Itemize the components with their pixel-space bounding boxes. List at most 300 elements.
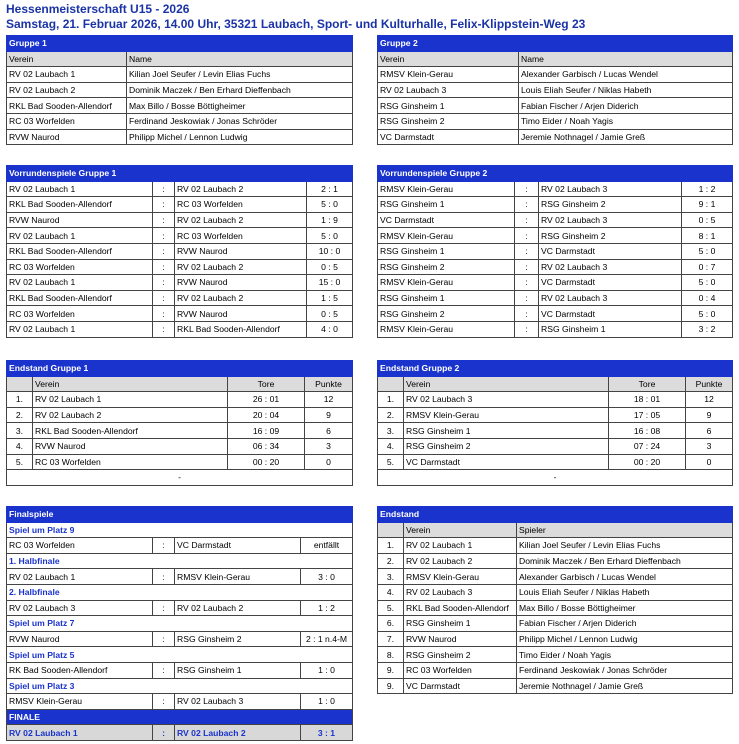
table-cell: RSG Ginsheim 1 — [378, 243, 515, 259]
table-cell: RV 02 Laubach 1 — [7, 275, 153, 291]
table-row — [7, 212, 353, 228]
table-cell: 0 : 5 — [307, 259, 353, 275]
table-cell: RV 02 Laubach 3 — [539, 212, 682, 228]
final-block-label — [7, 584, 353, 600]
page-subtitle: Samstag, 21. Februar 2026, 14.00 Uhr, 35321 Laubach, Sport- und Kulturhalle, Felix-Klippstein-Weg 23 — [6, 17, 586, 31]
table-row — [378, 181, 733, 197]
col-name: Name — [519, 51, 733, 67]
table-cell: RKL Bad Sooden-Allendorf — [33, 423, 228, 439]
table-cell: Timo Eider / Noah Yagis — [517, 647, 733, 663]
table-cell: 1 : 0 — [301, 662, 353, 678]
final-block-title: Spiel um Platz 7 — [7, 616, 353, 632]
table-cell: 5. — [378, 600, 404, 616]
table-cell: Kilian Joel Seufer / Levin Elias Fuchs — [127, 67, 353, 83]
table-cell: RV 02 Laubach 2 — [33, 407, 228, 423]
table-cell: : — [515, 275, 539, 291]
table-row — [378, 82, 733, 98]
table-cell: : — [153, 306, 175, 322]
table-cell: RSG Ginsheim 1 — [539, 321, 682, 337]
table-cell: RSG Ginsheim 1 — [378, 98, 519, 114]
table-cell: 07 : 24 — [609, 438, 686, 454]
table-cell: 7. — [378, 631, 404, 647]
table-cell: 3 : 0 — [301, 569, 353, 585]
table-row — [7, 454, 353, 470]
table-cell: 9. — [378, 678, 404, 694]
table-cell: 1. — [378, 538, 404, 554]
table-cell: RMSV Klein-Gerau — [378, 67, 519, 83]
table-cell: RSG Ginsheim 2 — [378, 113, 519, 129]
table-cell: Max Billo / Bosse Böttigheimer — [127, 98, 353, 114]
table-row — [7, 662, 353, 678]
table-cell: 20 : 04 — [228, 407, 305, 423]
table-cell: VC Darmstadt — [539, 306, 682, 322]
table-cell: RKL Bad Sooden-Allendorf — [7, 290, 153, 306]
table-row — [7, 392, 353, 408]
table-cell: 12 — [686, 392, 733, 408]
table-row — [7, 694, 353, 710]
table-row — [378, 569, 733, 585]
table-cell: RV 02 Laubach 3 — [378, 82, 519, 98]
table-row — [378, 678, 733, 694]
finalspiele-table — [6, 506, 353, 741]
table-cell: RV 02 Laubach 3 — [404, 584, 517, 600]
table-cell: RV 02 Laubach 1 — [7, 228, 153, 244]
final-block-label — [7, 647, 353, 663]
table-cell: 4. — [378, 584, 404, 600]
table-cell: RMSV Klein-Gerau — [378, 228, 515, 244]
table-cell: : — [153, 569, 175, 585]
table-row — [378, 438, 733, 454]
table-row — [378, 584, 733, 600]
final-block-title: 1. Halbfinale — [7, 553, 353, 569]
table-row — [7, 98, 353, 114]
table-row — [7, 321, 353, 337]
table-cell: 1. — [7, 392, 33, 408]
finale-label: FINALE — [7, 709, 353, 725]
table-row — [7, 259, 353, 275]
table-row — [7, 290, 353, 306]
final-block-label — [7, 522, 353, 538]
table-cell: RVW Naurod — [7, 212, 153, 228]
table-cell: RKL Bad Sooden-Allendorf — [7, 98, 127, 114]
table-cell: RV 02 Laubach 1 — [7, 181, 153, 197]
table-cell: Dominik Maczek / Ben Erhard Dieffenbach — [517, 553, 733, 569]
table-cell: 3 : 1 — [301, 725, 353, 741]
table-cell: RMSV Klein-Gerau — [378, 181, 515, 197]
table-cell: 10 : 0 — [307, 243, 353, 259]
table-cell: 3 : 2 — [682, 321, 733, 337]
table-cell: 1 : 2 — [682, 181, 733, 197]
table-cell: 9 — [686, 407, 733, 423]
table-row — [378, 392, 733, 408]
table-cell: Dominik Maczek / Ben Erhard Dieffenbach — [127, 82, 353, 98]
table-cell: RV 02 Laubach 3 — [539, 259, 682, 275]
table-cell: RVW Naurod — [404, 631, 517, 647]
table-cell: 2. — [378, 553, 404, 569]
table-cell: 8. — [378, 647, 404, 663]
table-cell: 3 — [305, 438, 353, 454]
table-row — [378, 98, 733, 114]
table-cell: 8 : 1 — [682, 228, 733, 244]
table-cell: : — [153, 538, 175, 554]
table-cell: 17 : 05 — [609, 407, 686, 423]
table-row — [7, 181, 353, 197]
table-cell: : — [515, 228, 539, 244]
table-row — [378, 321, 733, 337]
table-cell: : — [153, 181, 175, 197]
endstand2-table — [377, 360, 733, 486]
table-cell: VC Darmstadt — [404, 678, 517, 694]
table-cell: Ferdinand Jeskowiak / Jonas Schröder — [127, 113, 353, 129]
table-cell: RSG Ginsheim 2 — [404, 647, 517, 663]
table-cell: 6. — [378, 616, 404, 632]
table-cell: VC Darmstadt — [175, 538, 301, 554]
table-cell: 2 : 1 — [307, 181, 353, 197]
table-cell: 26 : 01 — [228, 392, 305, 408]
table-cell: RKL Bad Sooden-Allendorf — [175, 321, 307, 337]
table-cell: 16 : 09 — [228, 423, 305, 439]
table-cell: 5 : 0 — [682, 306, 733, 322]
table-cell: 0 : 4 — [682, 290, 733, 306]
table-cell: RV 02 Laubach 1 — [404, 538, 517, 554]
table-cell: 00 : 20 — [228, 454, 305, 470]
vorrunde2-table — [377, 165, 733, 338]
table-cell: 6 — [686, 423, 733, 439]
table-cell: RC 03 Worfelden — [175, 228, 307, 244]
final-block-label — [7, 553, 353, 569]
table-cell: 4 : 0 — [307, 321, 353, 337]
table-cell: : — [153, 662, 175, 678]
table-cell: 00 : 20 — [609, 454, 686, 470]
table-row — [7, 725, 353, 741]
table-cell: : — [153, 321, 175, 337]
table-row — [7, 569, 353, 585]
table-cell: : — [153, 228, 175, 244]
gruppe1-title: Gruppe 1 — [7, 36, 353, 52]
table-cell: RV 02 Laubach 2 — [175, 181, 307, 197]
table-row — [378, 454, 733, 470]
table-cell: 2. — [7, 407, 33, 423]
col-verein: Verein — [33, 376, 228, 392]
table-cell: RC 03 Worfelden — [33, 454, 228, 470]
table-cell: RC 03 Worfelden — [7, 306, 153, 322]
table-cell: RSG Ginsheim 2 — [175, 631, 301, 647]
endstand1-footer: - — [7, 470, 353, 486]
table-cell: RC 03 Worfelden — [7, 113, 127, 129]
table-row — [7, 129, 353, 145]
table-cell: : — [515, 321, 539, 337]
table-cell: 2. — [378, 407, 404, 423]
table-row — [378, 290, 733, 306]
table-cell: RC 03 Worfelden — [7, 259, 153, 275]
table-cell: VC Darmstadt — [378, 129, 519, 145]
table-cell: : — [153, 600, 175, 616]
vorrunde1-title: Vorrundenspiele Gruppe 1 — [7, 166, 353, 182]
table-row — [7, 113, 353, 129]
table-cell: : — [515, 290, 539, 306]
table-cell: RMSV Klein-Gerau — [378, 275, 515, 291]
table-row — [7, 243, 353, 259]
table-cell: Timo Eider / Noah Yagis — [519, 113, 733, 129]
table-cell: RSG Ginsheim 1 — [378, 197, 515, 213]
table-cell: Ferdinand Jeskowiak / Jonas Schröder — [517, 662, 733, 678]
table-cell: Fabian Fischer / Arjen Diderich — [517, 616, 733, 632]
table-cell: : — [515, 197, 539, 213]
table-row — [7, 228, 353, 244]
table-cell: RV 02 Laubach 1 — [7, 569, 153, 585]
table-cell: RMSV Klein-Gerau — [378, 321, 515, 337]
table-cell: 2 : 1 n.4-M — [301, 631, 353, 647]
table-cell: RV 02 Laubach 3 — [539, 290, 682, 306]
table-cell: RVW Naurod — [175, 275, 307, 291]
table-cell: RV 02 Laubach 3 — [539, 181, 682, 197]
table-cell: : — [153, 694, 175, 710]
table-cell: RVW Naurod — [7, 129, 127, 145]
gruppe2-title: Gruppe 2 — [378, 36, 733, 52]
table-row — [378, 553, 733, 569]
table-cell: 0 : 7 — [682, 259, 733, 275]
table-cell: : — [153, 290, 175, 306]
table-cell: RSG Ginsheim 2 — [539, 197, 682, 213]
table-row — [378, 228, 733, 244]
table-cell: : — [515, 181, 539, 197]
table-cell: entfällt — [301, 538, 353, 554]
col-name: Name — [127, 51, 353, 67]
table-cell: Jeremie Nothnagel / Jamie Greß — [519, 129, 733, 145]
table-cell: 1 : 2 — [301, 600, 353, 616]
col-punkte: Punkte — [305, 376, 353, 392]
table-row — [7, 306, 353, 322]
table-cell: RSG Ginsheim 2 — [404, 438, 609, 454]
table-row — [378, 538, 733, 554]
table-cell: Jeremie Nothnagel / Jamie Greß — [517, 678, 733, 694]
table-row — [378, 67, 733, 83]
vorrunde2-title: Vorrundenspiele Gruppe 2 — [378, 166, 733, 182]
table-cell: : — [515, 212, 539, 228]
table-cell: RK Bad Sooden-Allendorf — [7, 662, 153, 678]
table-cell: : — [153, 197, 175, 213]
table-row — [378, 600, 733, 616]
table-cell: RC 03 Worfelden — [404, 662, 517, 678]
table-row — [378, 407, 733, 423]
table-cell: 0 : 5 — [307, 306, 353, 322]
table-row — [378, 616, 733, 632]
table-cell: 9 : 1 — [682, 197, 733, 213]
table-cell: : — [153, 275, 175, 291]
table-cell: 1 : 0 — [301, 694, 353, 710]
col-tore: Tore — [228, 376, 305, 392]
table-cell: 18 : 01 — [609, 392, 686, 408]
table-cell: 4. — [7, 438, 33, 454]
table-cell: RSG Ginsheim 1 — [404, 616, 517, 632]
table-cell: RSG Ginsheim 1 — [378, 290, 515, 306]
table-cell: 9. — [378, 662, 404, 678]
table-cell: RSG Ginsheim 2 — [539, 228, 682, 244]
table-cell: RMSV Klein-Gerau — [404, 569, 517, 585]
table-cell: 6 — [305, 423, 353, 439]
finalspiele-title: Finalspiele — [7, 507, 353, 523]
table-cell: RKL Bad Sooden-Allendorf — [7, 243, 153, 259]
endstand2-title: Endstand Gruppe 2 — [378, 361, 733, 377]
table-row — [7, 197, 353, 213]
table-cell: Alexander Garbisch / Lucas Wendel — [517, 569, 733, 585]
table-cell: 3. — [378, 423, 404, 439]
table-row — [378, 197, 733, 213]
final-block-title: Spiel um Platz 5 — [7, 647, 353, 663]
table-row — [378, 243, 733, 259]
endstand-title: Endstand — [378, 507, 733, 523]
table-cell: 5 : 0 — [682, 243, 733, 259]
table-cell: RVW Naurod — [7, 631, 153, 647]
table-cell: 9 — [305, 407, 353, 423]
table-cell: RSG Ginsheim 1 — [404, 423, 609, 439]
table-cell: RSG Ginsheim 2 — [378, 259, 515, 275]
table-cell: : — [153, 631, 175, 647]
table-cell: Philipp Michel / Lennon Ludwig — [127, 129, 353, 145]
table-cell: 5 : 0 — [307, 228, 353, 244]
table-row — [7, 275, 353, 291]
table-row — [7, 438, 353, 454]
final-block-title: Spiel um Platz 3 — [7, 678, 353, 694]
table-row — [378, 647, 733, 663]
table-cell: RV 02 Laubach 2 — [175, 725, 301, 741]
table-row — [378, 212, 733, 228]
table-cell: 3. — [378, 569, 404, 585]
endstand1-table — [6, 360, 353, 486]
endstand-table — [377, 506, 733, 694]
table-cell: RV 02 Laubach 2 — [175, 259, 307, 275]
table-cell: VC Darmstadt — [539, 275, 682, 291]
table-cell: RV 02 Laubach 2 — [175, 600, 301, 616]
table-row — [7, 423, 353, 439]
page-title: Hessenmeisterschaft U15 - 2026 — [6, 2, 190, 16]
table-cell: RKL Bad Sooden-Allendorf — [7, 197, 153, 213]
table-cell: : — [515, 306, 539, 322]
table-cell: RMSV Klein-Gerau — [175, 569, 301, 585]
table-cell: RV 02 Laubach 3 — [175, 694, 301, 710]
table-cell: RKL Bad Sooden-Allendorf — [404, 600, 517, 616]
table-cell: RV 02 Laubach 2 — [404, 553, 517, 569]
table-cell: Fabian Fischer / Arjen Diderich — [519, 98, 733, 114]
table-row — [378, 113, 733, 129]
table-cell: VC Darmstadt — [539, 243, 682, 259]
col-verein: Verein — [378, 51, 519, 67]
table-row — [378, 423, 733, 439]
table-cell: RMSV Klein-Gerau — [7, 694, 153, 710]
table-cell: RSG Ginsheim 1 — [175, 662, 301, 678]
table-cell: RVW Naurod — [33, 438, 228, 454]
table-cell: RC 03 Worfelden — [7, 538, 153, 554]
table-row — [378, 259, 733, 275]
table-cell: RVW Naurod — [175, 306, 307, 322]
table-cell: 0 : 5 — [682, 212, 733, 228]
table-cell: 12 — [305, 392, 353, 408]
table-cell: RV 02 Laubach 2 — [7, 82, 127, 98]
table-cell: 0 — [305, 454, 353, 470]
table-cell: RV 02 Laubach 1 — [7, 67, 127, 83]
table-cell: RVW Naurod — [175, 243, 307, 259]
table-cell: : — [515, 243, 539, 259]
table-cell: Max Billo / Bosse Böttigheimer — [517, 600, 733, 616]
table-row — [7, 67, 353, 83]
table-cell: RSG Ginsheim 2 — [378, 306, 515, 322]
table-cell: Alexander Garbisch / Lucas Wendel — [519, 67, 733, 83]
col-spieler: Spieler — [517, 522, 733, 538]
col-tore: Tore — [609, 376, 686, 392]
final-block-title: 2. Halbfinale — [7, 584, 353, 600]
table-cell: 0 — [686, 454, 733, 470]
table-cell: 3 — [686, 438, 733, 454]
table-row — [378, 306, 733, 322]
vorrunde1-table — [6, 165, 353, 338]
table-cell: : — [153, 212, 175, 228]
table-cell: 06 : 34 — [228, 438, 305, 454]
table-cell: Louis Eliah Seufer / Niklas Habeth — [517, 584, 733, 600]
table-cell: Philipp Michel / Lennon Ludwig — [517, 631, 733, 647]
table-cell: : — [153, 725, 175, 741]
final-block-label — [7, 678, 353, 694]
col-punkte: Punkte — [686, 376, 733, 392]
col-verein: Verein — [404, 522, 517, 538]
endstand2-footer: - — [378, 470, 733, 486]
table-cell: : — [153, 259, 175, 275]
col-verein: Verein — [7, 51, 127, 67]
table-cell: VC Darmstadt — [378, 212, 515, 228]
table-cell: 5 : 0 — [682, 275, 733, 291]
gruppe2-table — [377, 35, 733, 145]
table-row — [378, 662, 733, 678]
table-cell: 1 : 5 — [307, 290, 353, 306]
table-cell: RV 02 Laubach 3 — [404, 392, 609, 408]
table-row — [7, 82, 353, 98]
table-cell: RV 02 Laubach 2 — [175, 290, 307, 306]
table-row — [378, 631, 733, 647]
table-cell: 15 : 0 — [307, 275, 353, 291]
final-block-label — [7, 616, 353, 632]
table-cell: RV 02 Laubach 2 — [175, 212, 307, 228]
table-cell: 3. — [7, 423, 33, 439]
table-row — [378, 275, 733, 291]
table-cell: VC Darmstadt — [404, 454, 609, 470]
table-cell: Louis Eliah Seufer / Niklas Habeth — [519, 82, 733, 98]
table-cell: 5 : 0 — [307, 197, 353, 213]
table-cell: : — [515, 259, 539, 275]
table-cell: RMSV Klein-Gerau — [404, 407, 609, 423]
table-cell: : — [153, 243, 175, 259]
table-row — [378, 129, 733, 145]
endstand1-title: Endstand Gruppe 1 — [7, 361, 353, 377]
table-cell: 1. — [378, 392, 404, 408]
table-cell: RV 02 Laubach 1 — [33, 392, 228, 408]
table-row — [7, 538, 353, 554]
table-cell: 16 : 08 — [609, 423, 686, 439]
table-cell: 4. — [378, 438, 404, 454]
table-cell: 5. — [7, 454, 33, 470]
final-block-title: Spiel um Platz 9 — [7, 522, 353, 538]
table-cell: RV 02 Laubach 3 — [7, 600, 153, 616]
table-cell: Kilian Joel Seufer / Levin Elias Fuchs — [517, 538, 733, 554]
col-verein: Verein — [404, 376, 609, 392]
table-cell: RV 02 Laubach 1 — [7, 725, 153, 741]
table-cell: RC 03 Worfelden — [175, 197, 307, 213]
table-row — [7, 600, 353, 616]
table-row — [7, 407, 353, 423]
table-cell: 1 : 9 — [307, 212, 353, 228]
gruppe1-table — [6, 35, 353, 145]
table-cell: 5. — [378, 454, 404, 470]
table-row — [7, 631, 353, 647]
table-cell: RV 02 Laubach 1 — [7, 321, 153, 337]
